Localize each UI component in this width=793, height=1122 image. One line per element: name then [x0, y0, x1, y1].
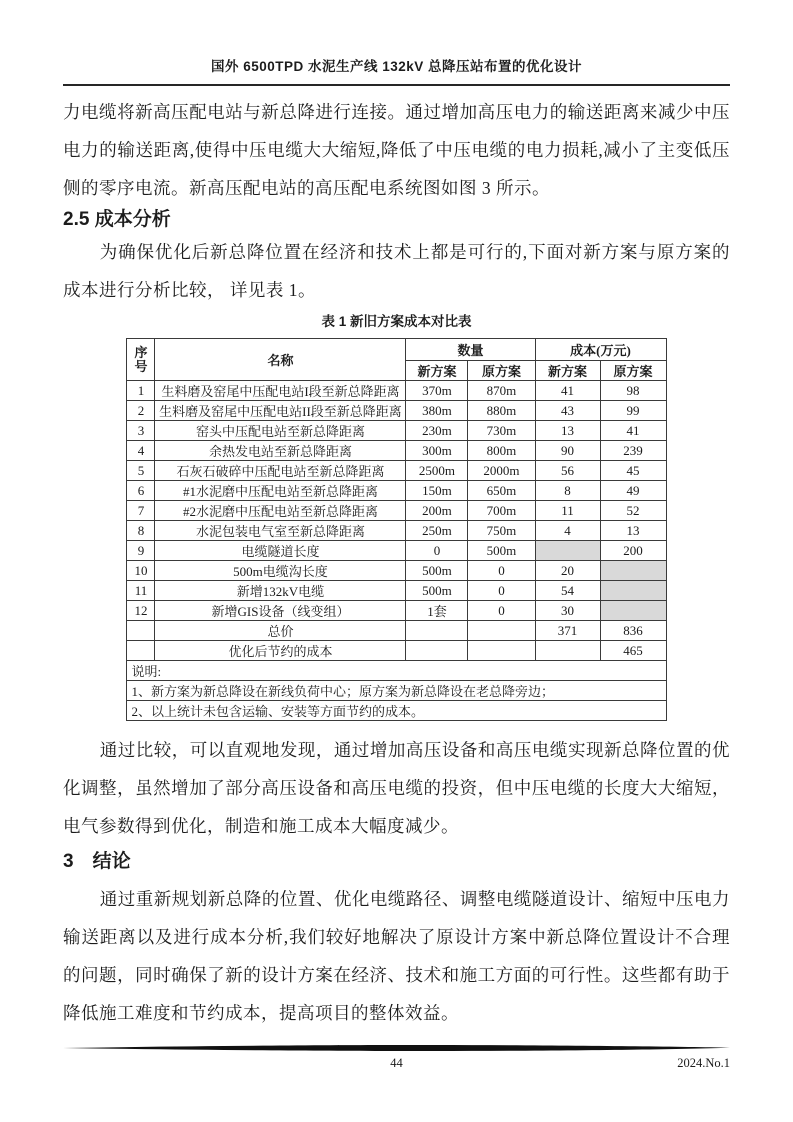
cell-cost-new: 41: [535, 381, 600, 401]
footer-taper-rule: [63, 1044, 730, 1052]
footer-text-row: [63, 1055, 730, 1071]
table-row: [127, 561, 666, 581]
table-caption: 表 1 新旧方案成本对比表: [321, 314, 472, 329]
table-note-row: [127, 681, 666, 701]
cell-qty-new: 0: [406, 541, 468, 561]
table-row: [127, 441, 666, 461]
cell-qty-new: 300m: [406, 441, 468, 461]
cell-cost-old: 239: [600, 441, 666, 461]
page-number: 44: [390, 1056, 403, 1070]
table-note-row: [127, 701, 666, 721]
cell-saving-cost-old: 465: [600, 641, 666, 661]
cell-qty-old: 880m: [468, 401, 535, 421]
cell-qty-old: 0: [468, 581, 535, 601]
cell-name: 生料磨及窑尾中压配电站II段至新总降距离: [155, 401, 406, 421]
paragraph-cost-intro: 为确保优化后新总降位置在经济和技术上都是可行的,下面对新方案与原方案的成本进行分析比较， 详见表 1。: [63, 242, 730, 300]
cell-name: 500m电缆沟长度: [155, 561, 406, 581]
cell-qty-old: 2000m: [468, 461, 535, 481]
cell-no: 5: [127, 461, 155, 481]
cell-name: 石灰石破碎中压配电站至新总降距离: [155, 461, 406, 481]
cell-qty-new: 370m: [406, 381, 468, 401]
cell-qty-new: 200m: [406, 501, 468, 521]
cell-no-empty: [127, 641, 155, 661]
cell-name: 新增GIS设备（线变组）: [155, 601, 406, 621]
cell-no-empty: [127, 621, 155, 641]
cell-cost-new: 13: [535, 421, 600, 441]
cell-total-cost-old: 836: [600, 621, 666, 641]
cell-empty: [535, 641, 600, 661]
cell-qty-new: 380m: [406, 401, 468, 421]
cell-qty-old: 700m: [468, 501, 535, 521]
cell-no: 9: [127, 541, 155, 561]
header-qty-new: 新方案: [406, 361, 468, 381]
cell-cost-old: 45: [600, 461, 666, 481]
cell-cost-old-shaded: [600, 601, 666, 621]
table-row: [127, 481, 666, 501]
cell-qty-new: 500m: [406, 581, 468, 601]
cell-cost-old: 99: [600, 401, 666, 421]
header-no: 序号: [127, 339, 155, 381]
cell-name: 水泥包装电气室至新总降距离: [155, 521, 406, 541]
running-head-title: 国外 6500TPD 水泥生产线 132kV 总降压站布置的优化设计: [210, 59, 583, 74]
header-qty-old: 原方案: [468, 361, 535, 381]
cell-empty: [406, 641, 468, 661]
cell-cost-old: 98: [600, 381, 666, 401]
issue-label: 2024.No.1: [677, 1056, 730, 1070]
cell-no: 7: [127, 501, 155, 521]
table-row: [127, 521, 666, 541]
cell-no: 8: [127, 521, 155, 541]
table-note-header-row: [127, 661, 666, 681]
table-header-row-1: [127, 339, 666, 361]
cell-cost-new: 90: [535, 441, 600, 461]
cell-qty-old: 730m: [468, 421, 535, 441]
cell-qty-old: 650m: [468, 481, 535, 501]
cell-cost-new: 20: [535, 561, 600, 581]
table-row: [127, 421, 666, 441]
cell-qty-new: 150m: [406, 481, 468, 501]
cell-cost-old: 41: [600, 421, 666, 441]
cell-empty: [406, 621, 468, 641]
cell-name: 新增132kV电缆: [155, 581, 406, 601]
section-heading-2-5: 2.5 成本分析: [63, 209, 171, 230]
cell-total-cost-new: 371: [535, 621, 600, 641]
cell-cost-old: 49: [600, 481, 666, 501]
cell-qty-old: 750m: [468, 521, 535, 541]
cell-saving-label: 优化后节约的成本: [155, 641, 406, 661]
header-rule: [63, 84, 730, 86]
table-row: [127, 601, 666, 621]
cell-name: 生料磨及窑尾中压配电站I段至新总降距离: [155, 381, 406, 401]
note-item-2: 2、以上统计未包含运输、安装等方面节约的成本。: [127, 701, 666, 721]
cell-total-label: 总价: [155, 621, 406, 641]
cell-qty-old: 0: [468, 601, 535, 621]
cell-cost-old: 13: [600, 521, 666, 541]
table-row: [127, 501, 666, 521]
cell-name: 余热发电站至新总降距离: [155, 441, 406, 461]
cell-cost-new: 8: [535, 481, 600, 501]
paragraph-continuation: 力电缆将新高压配电站与新总降进行连接。通过增加高压电力的输送距离来减少中压电力的输送距离,使得中压电缆大大缩短,降低了中压电缆的电力损耗,减小了主变低压侧的零序电流。新高压配电站的高压配电系统图如图 3 所示。: [63, 102, 730, 198]
cell-cost-new: 56: [535, 461, 600, 481]
cell-name: #2水泥磨中压配电站至新总降距离: [155, 501, 406, 521]
cell-cost-old-shaded: [600, 581, 666, 601]
cell-qty-new: 250m: [406, 521, 468, 541]
header-cost: 成本(万元): [535, 339, 666, 361]
paragraph-comparison: 通过比较，可以直观地发现，通过增加高压设备和高压电缆实现新总降位置的优化调整，虽然增加了部分高压设备和高压电缆的投资，但中压电缆的长度大大缩短，电气参数得到优化，制造和施工成本大幅度减少。: [63, 740, 730, 836]
note-item-1: 1、新方案为新总降设在新线负荷中心；原方案为新总降设在老总降旁边；: [127, 681, 666, 701]
note-label: 说明:: [127, 661, 666, 681]
cell-qty-old: 870m: [468, 381, 535, 401]
cell-cost-old-shaded: [600, 561, 666, 581]
cell-cost-new-shaded: [535, 541, 600, 561]
header-cost-new: 新方案: [535, 361, 600, 381]
cell-no: 10: [127, 561, 155, 581]
table-row: [127, 401, 666, 421]
header-name: 名称: [155, 339, 406, 381]
cell-qty-old: 800m: [468, 441, 535, 461]
cell-cost-old: 200: [600, 541, 666, 561]
cell-no: 12: [127, 601, 155, 621]
cell-qty-new: 230m: [406, 421, 468, 441]
table-total-row: [127, 621, 666, 641]
cell-no: 11: [127, 581, 155, 601]
table-saving-row: [127, 641, 666, 661]
cell-cost-new: 30: [535, 601, 600, 621]
table-row: [127, 381, 666, 401]
cell-name: 窑头中压配电站至新总降距离: [155, 421, 406, 441]
cell-no: 4: [127, 441, 155, 461]
cell-no: 6: [127, 481, 155, 501]
cell-no: 1: [127, 381, 155, 401]
cell-qty-new: 2500m: [406, 461, 468, 481]
cell-cost-new: 43: [535, 401, 600, 421]
cell-qty-old: 0: [468, 561, 535, 581]
cell-cost-new: 11: [535, 501, 600, 521]
cell-name: #1水泥磨中压配电站至新总降距离: [155, 481, 406, 501]
cell-empty: [468, 621, 535, 641]
table-row: [127, 541, 666, 561]
cell-cost-new: 4: [535, 521, 600, 541]
cell-cost-old: 52: [600, 501, 666, 521]
section-heading-3: 3 结论: [63, 851, 131, 872]
header-cost-old: 原方案: [600, 361, 666, 381]
table-row: [127, 581, 666, 601]
cell-cost-new: 54: [535, 581, 600, 601]
header-qty: 数量: [406, 339, 535, 361]
cell-no: 2: [127, 401, 155, 421]
paragraph-conclusion: 通过重新规划新总降的位置、优化电缆路径、调整电缆隧道设计、缩短中压电力输送距离以及进行成本分析,我们较好地解决了原设计方案中新总降位置设计不合理的问题，同时确保了新的设计方案在经济、技术和施工方面的可行性。这些都有助于降低施工难度和节约成本，提高项目的整体效益。: [63, 889, 730, 1023]
cell-empty: [468, 641, 535, 661]
cost-comparison-table: [126, 338, 666, 721]
cell-qty-new: 500m: [406, 561, 468, 581]
cell-qty-new: 1套: [406, 601, 468, 621]
cell-qty-old: 500m: [468, 541, 535, 561]
page-footer: [63, 1044, 730, 1071]
cell-name: 电缆隧道长度: [155, 541, 406, 561]
table-row: [127, 461, 666, 481]
cell-no: 3: [127, 421, 155, 441]
